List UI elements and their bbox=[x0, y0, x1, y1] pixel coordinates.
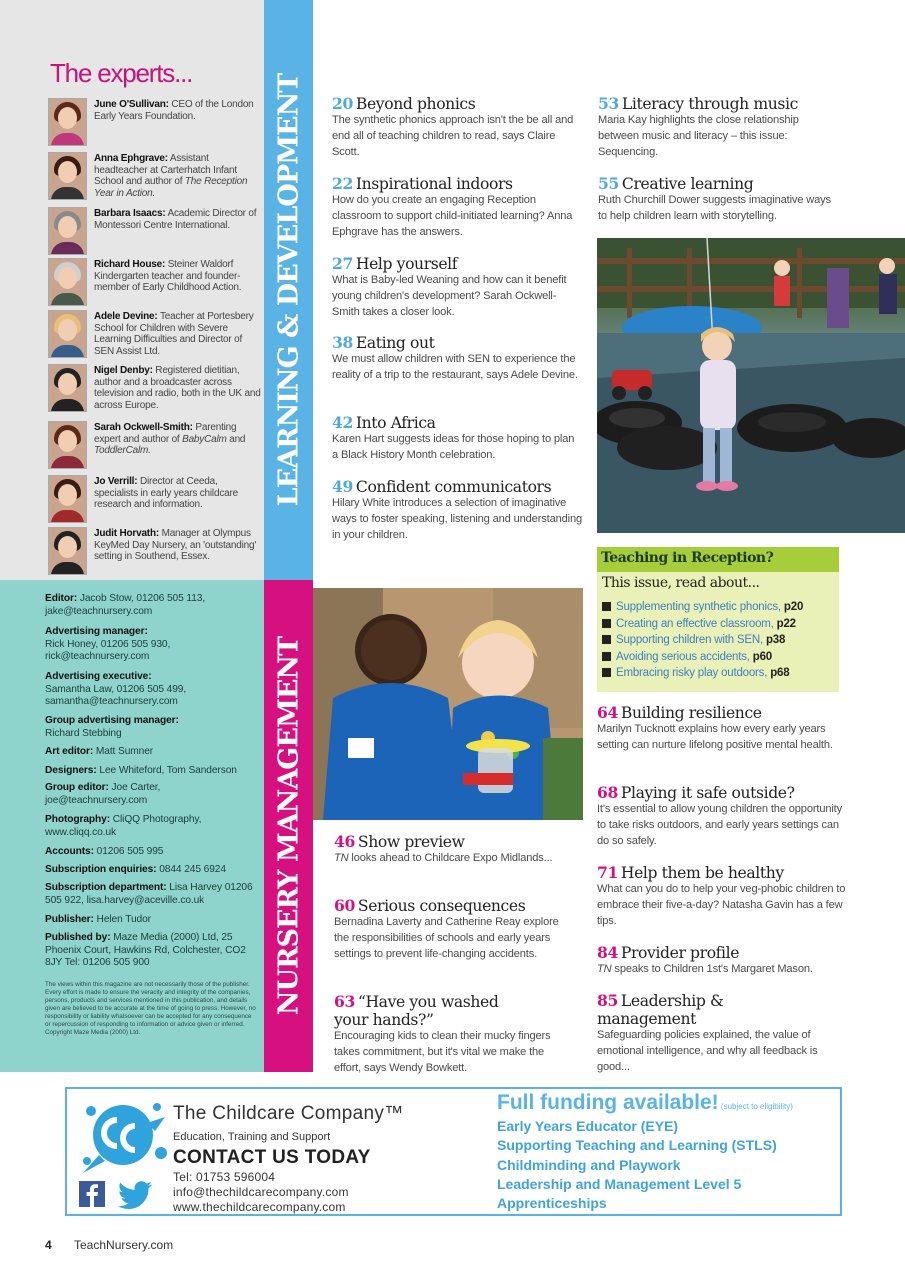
expert-photo bbox=[48, 475, 87, 523]
credit-label: Advertising manager: bbox=[45, 626, 148, 637]
credit-value: Lisa Harvey 01206 505 922, lisa.harvey@aceville.co.uk bbox=[45, 882, 253, 906]
article-title: “Have you washed your hands?” bbox=[334, 993, 499, 1029]
advert-email-link[interactable]: info@thechildcarecompany.com bbox=[173, 1185, 349, 1199]
article-title: Provider profile bbox=[620, 944, 740, 962]
learning-development-banner bbox=[264, 0, 313, 580]
expert-description: Registered dietitian, author and a broadcaster across television and radio, both in the UK and across Europe. bbox=[94, 365, 261, 411]
reception-title: Teaching in Reception? bbox=[601, 550, 774, 566]
article-title: Eating out bbox=[355, 334, 435, 352]
credit-label: Editor: bbox=[45, 593, 78, 604]
credit-value: Richard Stebbing bbox=[45, 727, 122, 739]
expert-name: Jo Verrill: bbox=[94, 476, 138, 487]
credit-entry bbox=[45, 846, 260, 859]
article-summary-text: It's essential to allow young children the opportunity to take risks outdoors, and early years settings can do so safely. bbox=[597, 803, 843, 847]
credit-label: Accounts: bbox=[45, 846, 94, 857]
article-page-number: 55 bbox=[598, 174, 619, 193]
article-title: Building resilience bbox=[620, 704, 762, 722]
article-84[interactable] bbox=[597, 944, 847, 978]
reception-topic-text: Supporting children with SEN, bbox=[616, 634, 766, 646]
article-heading bbox=[597, 864, 847, 882]
playground-illustration bbox=[597, 238, 905, 533]
credit-value: 01206 505 995 bbox=[93, 846, 164, 857]
article-27[interactable] bbox=[332, 255, 582, 320]
article-summary bbox=[332, 113, 582, 160]
expert-photo bbox=[48, 310, 87, 358]
expert-bio bbox=[94, 422, 264, 457]
article-summary-text: Hilary White introduces a selection of imaginative ways to foster speaking, listening and understanding in your children. bbox=[332, 497, 582, 541]
article-page-number: 85 bbox=[597, 991, 618, 1010]
expert-description: Steiner Waldorf Kindergarten teacher and founder-member of Early Childhood Action. bbox=[94, 259, 242, 293]
article-summary-text: What is Baby-led Weaning and how can it benefit young children's development? Sarah Ockwell-Smith takes a closer look. bbox=[332, 274, 567, 318]
expert-bio bbox=[94, 476, 264, 511]
article-summary-text: Encouraging kids to clean their mucky fingers takes commitment, but it's vital we make the effort, says Wendy Bowkett. bbox=[334, 1030, 551, 1074]
expert-name: Barbara Isaacs: bbox=[94, 208, 166, 219]
article-summary-text: Maria Kay highlights the close relationship between music and literacy – this issue: Sequencing. bbox=[598, 114, 799, 158]
credit-value: CliQQ Photography, www.cliqq.co.uk bbox=[45, 814, 202, 838]
article-heading bbox=[334, 993, 524, 1029]
advert-telephone: Tel: 01753 596004 bbox=[173, 1170, 276, 1184]
article-page-number: 46 bbox=[334, 832, 355, 851]
expert-book-title: The Reception Year in Action. bbox=[94, 176, 248, 199]
article-heading bbox=[598, 175, 838, 193]
article-page-number: 42 bbox=[332, 413, 353, 432]
expert-name: Adele Devine: bbox=[94, 311, 158, 322]
credit-label: Art editor: bbox=[45, 746, 94, 757]
expert-description: CEO of the London Early Years Foundation. bbox=[94, 99, 254, 122]
nursery-management-banner bbox=[264, 580, 313, 1072]
article-summary bbox=[332, 193, 582, 240]
bullet-square-icon bbox=[602, 668, 611, 677]
expert-bio bbox=[94, 208, 264, 231]
credit-value: Maze Media (2000) Ltd, 25 Phoenix Court, Hawkins Rd, Colchester, CO2 8JY Tel: 01206 505 900 bbox=[45, 932, 246, 969]
childcare-company-logo bbox=[77, 1095, 169, 1179]
advert-funding-headline bbox=[497, 1091, 793, 1115]
article-heading bbox=[332, 334, 582, 352]
article-63[interactable] bbox=[334, 993, 574, 1076]
expert-photo bbox=[48, 258, 87, 306]
article-page-number: 53 bbox=[598, 94, 619, 113]
article-summary-text: The synthetic phonics approach isn't the be all and end all of teaching children to read, says Claire Scott. bbox=[332, 114, 574, 158]
article-60[interactable] bbox=[334, 897, 574, 962]
article-heading bbox=[597, 944, 847, 962]
article-summary bbox=[334, 851, 574, 867]
credit-value: 0844 245 6924 bbox=[156, 864, 226, 875]
article-summary bbox=[597, 802, 847, 849]
credit-value: Helen Tudor bbox=[93, 914, 151, 925]
article-20[interactable] bbox=[332, 95, 582, 160]
article-heading bbox=[598, 95, 838, 113]
article-summary-text: speaks to Children 1st's Margaret Mason. bbox=[611, 963, 813, 975]
article-title: Creative learning bbox=[621, 175, 754, 193]
article-summary bbox=[598, 193, 838, 225]
playground-photo bbox=[597, 238, 905, 533]
reception-topic-page: p68 bbox=[770, 667, 790, 679]
article-55[interactable] bbox=[598, 175, 838, 225]
article-summary bbox=[332, 273, 582, 320]
article-68[interactable] bbox=[597, 784, 847, 849]
article-title: Inspirational indoors bbox=[355, 175, 513, 193]
credit-entry bbox=[45, 593, 260, 618]
credit-label: Photography: bbox=[45, 814, 111, 825]
article-page-number: 22 bbox=[332, 174, 353, 193]
bullet-square-icon bbox=[602, 602, 611, 611]
article-title: Help yourself bbox=[355, 255, 458, 273]
children-playing-photo bbox=[313, 588, 583, 820]
credit-entry bbox=[45, 814, 260, 839]
facebook-icon[interactable] bbox=[79, 1181, 105, 1207]
expert-name: Nigel Denby: bbox=[94, 365, 153, 376]
article-heading bbox=[332, 478, 582, 496]
reception-topic-page: p20 bbox=[783, 601, 804, 613]
experts-title: The experts... bbox=[50, 58, 193, 88]
expert-photo bbox=[48, 152, 87, 200]
credit-label: Publisher: bbox=[45, 914, 94, 925]
advert-website-link[interactable]: www.thechildcarecompany.com bbox=[173, 1200, 346, 1214]
expert-name: June O'Sullivan: bbox=[94, 99, 169, 110]
credit-value: Jacob Stow, 01206 505 113, jake@teachnursery.com bbox=[45, 593, 206, 617]
article-summary bbox=[597, 722, 847, 754]
reception-topic[interactable] bbox=[602, 618, 796, 630]
advert-contact-heading: CONTACT US TODAY bbox=[173, 1147, 371, 1168]
article-summary-text: Marilyn Tucknott explains how every early years setting can nurture lifelong positive mental health. bbox=[597, 723, 833, 751]
credit-label: Designers: bbox=[45, 765, 97, 776]
expert-book-title: BabyCalm bbox=[182, 433, 227, 445]
disclaimer: The views within this magazine are not necessarily those of the publisher. Every effort is made to ensure the veracity and integrity of the companies, persons, products and services mentioned in this publication, and details given are believed to be accurate at the time of going to press. However, no responsibility or liability whatsoever can be accepted for any consequence or repercussion of responding to information or advice given or inferred. Copyright Maze Media (2000) Ltd. bbox=[45, 981, 256, 1036]
article-heading bbox=[597, 784, 847, 802]
article-title: Confident communicators bbox=[355, 478, 552, 496]
advert-tagline: Education, Training and Support bbox=[173, 1131, 331, 1143]
expert-photo bbox=[48, 527, 87, 575]
article-page-number: 20 bbox=[332, 94, 353, 113]
reception-topic-text: Embracing risky play outdoors, bbox=[616, 667, 771, 679]
expert-name: Anna Ephgrave: bbox=[94, 153, 168, 164]
article-title: Help them be healthy bbox=[620, 864, 784, 882]
article-summary-text: Ruth Churchill Dower suggests imaginative ways to help children learn with storytelling. bbox=[598, 194, 831, 222]
credit-entry bbox=[45, 746, 260, 759]
expert-photo bbox=[48, 421, 87, 469]
article-42[interactable] bbox=[332, 414, 582, 464]
article-heading bbox=[597, 992, 747, 1028]
reception-topic-page: p60 bbox=[752, 650, 772, 663]
reception-topic[interactable] bbox=[602, 667, 789, 679]
article-summary bbox=[597, 962, 847, 978]
reception-topic-text: Avoiding serious accidents, bbox=[616, 650, 753, 663]
article-64[interactable] bbox=[597, 704, 847, 754]
article-title: Beyond phonics bbox=[355, 95, 476, 113]
expert-bio bbox=[94, 311, 264, 357]
expert-photo bbox=[48, 207, 87, 255]
bullet-square-icon bbox=[602, 635, 611, 644]
article-page-number: 38 bbox=[332, 333, 353, 352]
credit-entry bbox=[45, 864, 260, 877]
bullet-square-icon bbox=[602, 619, 611, 628]
article-page-number: 60 bbox=[334, 896, 355, 915]
reception-topic-text: Creating an effective classroom, bbox=[616, 617, 777, 630]
article-summary bbox=[334, 915, 574, 962]
article-46[interactable] bbox=[334, 833, 574, 867]
article-page-number: 64 bbox=[597, 703, 618, 722]
credit-value: Rick Honey, 01206 505 930, rick@teachnursery.com bbox=[45, 638, 171, 663]
reception-subtitle: This issue, read about... bbox=[602, 575, 760, 591]
reception-topic[interactable] bbox=[602, 601, 803, 613]
article-71[interactable] bbox=[597, 864, 847, 929]
funding-text: Full funding available! bbox=[497, 1091, 719, 1114]
article-summary-text: What can you do to help your veg-phobic children to embrace their five-a-day? Natasha Gavin has a few tips. bbox=[597, 883, 846, 927]
article-heading bbox=[332, 95, 582, 113]
advert-course: Supporting Teaching and Learning (STLS) bbox=[497, 1137, 777, 1154]
article-summary bbox=[332, 496, 582, 543]
credit-label: Subscription enquiries: bbox=[45, 864, 157, 875]
article-heading bbox=[332, 255, 582, 273]
credit-entry bbox=[45, 782, 260, 807]
article-title: Into Africa bbox=[355, 414, 436, 432]
funding-note: (subject to eligibility) bbox=[718, 1102, 793, 1111]
credit-label: Group editor: bbox=[45, 782, 109, 793]
credit-entry bbox=[45, 671, 260, 709]
reception-topic[interactable] bbox=[602, 634, 785, 646]
article-summary-italic: TN bbox=[597, 963, 612, 975]
nursery-management-label: NURSERY MANAGEMENT bbox=[273, 636, 304, 1016]
twitter-icon[interactable] bbox=[117, 1181, 153, 1209]
expert-photo bbox=[48, 98, 87, 146]
credit-entry bbox=[45, 882, 260, 907]
expert-name: Sarah Ockwell-Smith: bbox=[94, 422, 193, 433]
article-summary bbox=[334, 1029, 574, 1076]
credit-entry bbox=[45, 932, 260, 970]
expert-book-title-2: ToddlerCalm. bbox=[94, 445, 151, 456]
article-heading bbox=[334, 833, 574, 851]
credit-label: Subscription department: bbox=[45, 882, 167, 893]
article-summary-text: How do you create an engaging Reception classroom to support child-initiated learning? Anna Ephgrave has the answers. bbox=[332, 194, 573, 238]
expert-description: Assistant headteacher at Carterhatch Infant School and author of bbox=[94, 153, 237, 187]
article-title: Literacy through music bbox=[621, 95, 798, 113]
article-heading bbox=[334, 897, 574, 915]
article-summary-text: Karen Hart suggests ideas for those hoping to plan a Black History Month celebration. bbox=[332, 433, 575, 461]
expert-description: Academic Director of Montessori Centre International. bbox=[94, 208, 257, 231]
expert-name: Richard House: bbox=[94, 259, 166, 270]
reception-header-bar bbox=[597, 547, 839, 572]
expert-description: Parenting expert and author of bbox=[94, 422, 237, 445]
article-page-number: 68 bbox=[597, 783, 618, 802]
expert-photo bbox=[48, 364, 87, 412]
article-page-number: 27 bbox=[332, 254, 353, 273]
article-title: Leadership & management bbox=[597, 992, 724, 1028]
article-85[interactable] bbox=[597, 992, 847, 1075]
credit-value: Lee Whiteford, Tom Sanderson bbox=[96, 765, 237, 776]
article-summary bbox=[332, 432, 582, 464]
credit-entry bbox=[45, 715, 260, 740]
article-summary bbox=[332, 352, 582, 384]
article-page-number: 84 bbox=[597, 943, 618, 962]
expert-bio bbox=[94, 365, 264, 411]
advert-company-name: The Childcare Company™ bbox=[173, 1103, 404, 1124]
expert-bio bbox=[94, 99, 264, 122]
expert-description: Director at Ceeda, specialists in early years childcare research and information. bbox=[94, 476, 238, 510]
credit-value: Matt Sumner bbox=[93, 746, 154, 757]
article-title: Serious consequences bbox=[357, 897, 526, 915]
article-38[interactable] bbox=[332, 334, 582, 384]
article-title: Show preview bbox=[357, 833, 465, 851]
credit-entry bbox=[45, 765, 260, 778]
article-summary bbox=[597, 1028, 847, 1075]
expert-description-cont: and bbox=[226, 433, 246, 445]
article-22[interactable] bbox=[332, 175, 582, 240]
page-number: 4 bbox=[45, 1238, 52, 1252]
credit-label: Advertising executive: bbox=[45, 671, 152, 682]
credit-entry bbox=[45, 914, 260, 927]
children-illustration bbox=[313, 588, 583, 820]
reception-topic-page: p22 bbox=[776, 617, 796, 630]
article-summary-italic: TN bbox=[334, 852, 349, 864]
reception-topic-text: Supplementing synthetic phonics, bbox=[616, 601, 784, 613]
article-summary-text: We must allow children with SEN to experience the reality of a trip to the restaurant, says Adele Devine. bbox=[332, 353, 578, 381]
advert-course: Leadership and Management Level 5 bbox=[497, 1175, 742, 1192]
learning-development-label: LEARNING & DEVELOPMENT bbox=[273, 73, 304, 507]
article-53[interactable] bbox=[598, 95, 838, 160]
article-heading bbox=[332, 175, 582, 193]
credit-entry bbox=[45, 626, 260, 664]
credit-label: Group advertising manager: bbox=[45, 715, 179, 726]
credit-label: Published by: bbox=[45, 932, 111, 943]
article-page-number: 71 bbox=[597, 863, 618, 882]
article-summary-text: Bernadina Laverty and Catherine Reay explore the responsibilities of schools and early years settings to prevent life-changing accidents. bbox=[334, 916, 559, 960]
advert-course: Childminding and Playwork bbox=[497, 1156, 681, 1173]
expert-bio bbox=[94, 528, 264, 563]
expert-name: Judit Horvath: bbox=[94, 528, 159, 539]
advert-course: Apprenticeships bbox=[497, 1195, 607, 1212]
childcare-company-advert bbox=[65, 1087, 842, 1216]
article-page-number: 49 bbox=[332, 477, 353, 496]
article-summary-text: Safeguarding policies explained, the value of emotional intelligence, and why all feedback is good... bbox=[597, 1029, 818, 1073]
article-heading bbox=[332, 414, 582, 432]
article-heading bbox=[597, 704, 847, 722]
expert-description: Manager at Olympus KeyMed Day Nursery, an 'outstanding' setting in Southend, Essex. bbox=[94, 528, 257, 562]
reception-topic-page: p38 bbox=[765, 634, 786, 646]
footer-site-name: TeachNursery.com bbox=[74, 1238, 174, 1252]
expert-bio bbox=[94, 259, 264, 294]
expert-description: Teacher at Portesbery School for Children with Severe Learning Difficulties and Director of SEN Assist Ltd. bbox=[94, 311, 254, 357]
article-summary bbox=[597, 882, 847, 929]
credit-value: Joe Carter, joe@teachnursery.com bbox=[45, 782, 161, 806]
teaching-in-reception-box bbox=[597, 547, 839, 692]
article-title: Playing it safe outside? bbox=[620, 784, 795, 802]
advert-course: Early Years Educator (EYE) bbox=[497, 1118, 679, 1134]
article-49[interactable] bbox=[332, 478, 582, 543]
article-summary-text: looks ahead to Childcare Expo Midlands... bbox=[348, 852, 553, 864]
reception-topic[interactable] bbox=[602, 651, 772, 663]
article-page-number: 63 bbox=[334, 992, 355, 1011]
credit-value: Samantha Law, 01206 505 499, samantha@teachnursery.com bbox=[45, 683, 187, 708]
article-summary bbox=[598, 113, 838, 160]
expert-bio bbox=[94, 153, 264, 199]
bullet-square-icon bbox=[602, 652, 611, 661]
